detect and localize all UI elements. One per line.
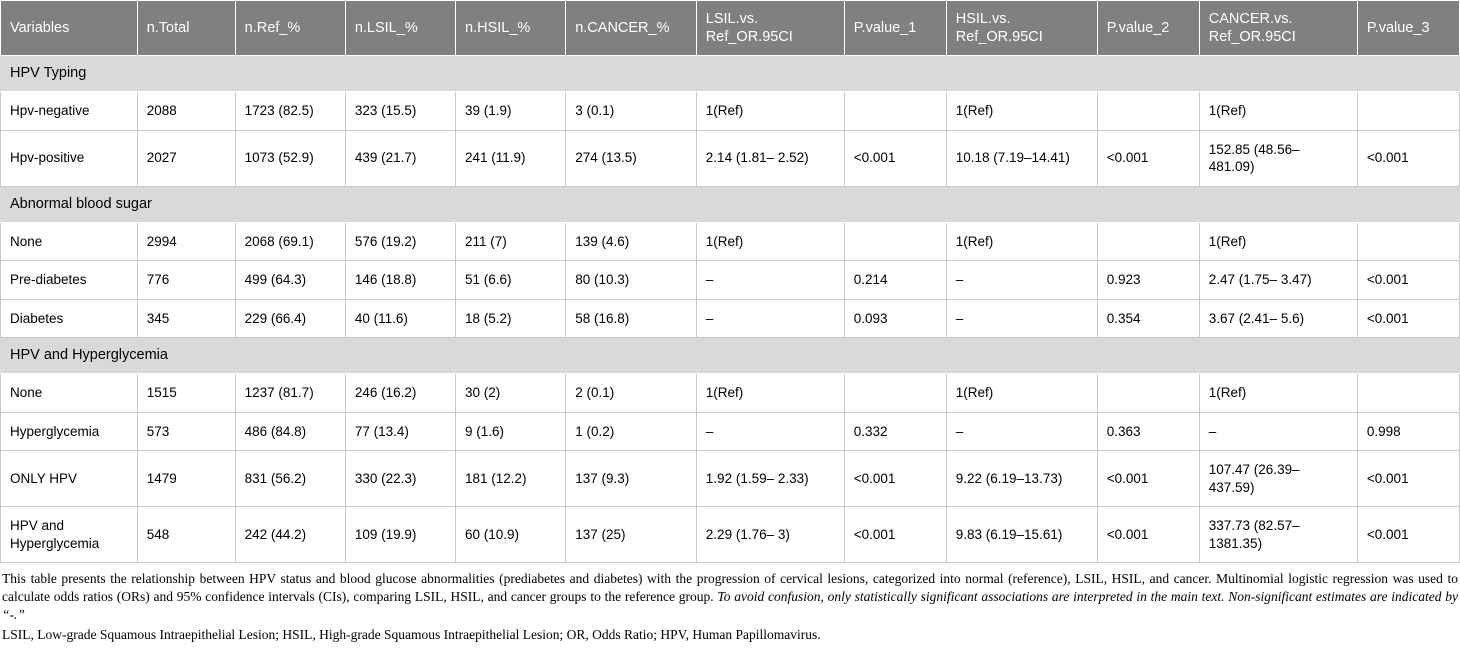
column-header-n-hsil-pct: n.HSIL_% xyxy=(456,1,566,56)
cell-lsil-or: – xyxy=(696,299,844,338)
cell-n-cancer: 137 (25) xyxy=(566,507,697,563)
cell-n-cancer: 2 (0.1) xyxy=(566,374,697,413)
cell-pvalue-2: 0.363 xyxy=(1097,412,1199,451)
section-header-row xyxy=(1,186,1460,222)
cell-n-lsil: 439 (21.7) xyxy=(345,130,455,186)
section-title: HPV Typing xyxy=(1,56,1460,92)
cell-n-lsil: 146 (18.8) xyxy=(345,261,455,300)
table-row xyxy=(1,412,1460,451)
cell-n-ref: 2068 (69.1) xyxy=(235,222,345,261)
cell-pvalue-1 xyxy=(844,374,946,413)
cell-n-hsil: 211 (7) xyxy=(456,222,566,261)
cell-hsil-or: 9.22 (6.19–13.73) xyxy=(946,451,1097,507)
cell-n-ref: 1723 (82.5) xyxy=(235,92,345,131)
caption-paragraph xyxy=(2,570,1458,623)
section-header-row xyxy=(1,338,1460,374)
cell-n-total: 548 xyxy=(137,507,235,563)
cell-n-hsil: 30 (2) xyxy=(456,374,566,413)
column-header-n-total: n.Total xyxy=(137,1,235,56)
cell-pvalue-1 xyxy=(844,92,946,131)
cell-cancer-or: 1(Ref) xyxy=(1199,222,1357,261)
cell-pvalue-3: <0.001 xyxy=(1357,299,1459,338)
cell-pvalue-2: 0.923 xyxy=(1097,261,1199,300)
cell-lsil-or: 1.92 (1.59– 2.33) xyxy=(696,451,844,507)
cell-variable: Diabetes xyxy=(1,299,138,338)
cell-hsil-or: – xyxy=(946,261,1097,300)
cell-n-hsil: 181 (12.2) xyxy=(456,451,566,507)
table-header xyxy=(1,1,1460,56)
cell-n-lsil: 246 (16.2) xyxy=(345,374,455,413)
cell-cancer-or: 1(Ref) xyxy=(1199,374,1357,413)
cell-n-total: 1515 xyxy=(137,374,235,413)
cell-n-total: 2994 xyxy=(137,222,235,261)
cell-pvalue-1 xyxy=(844,222,946,261)
table-row xyxy=(1,261,1460,300)
cell-n-ref: 1073 (52.9) xyxy=(235,130,345,186)
column-header-pvalue-3: P.value_3 xyxy=(1357,1,1459,56)
caption-text-main: This table presents the relationship between HPV status and blood glucose abnormalities (prediabetes and diabetes) with the progression of cervical lesions, categorized into normal (reference), LSIL, HSIL, and cancer. Multinomial logistic regression was used to calculate odds ratios (ORs) and 95% confidence intervals (CIs), comparing LSIL, HSIL, and cancer groups to the reference group. xyxy=(2,571,1458,605)
cell-n-cancer: 80 (10.3) xyxy=(566,261,697,300)
caption-abbreviations: LSIL, Low-grade Squamous Intraepithelial Lesion; HSIL, High-grade Squamous Intraepithelial Lesion; OR, Odds Ratio; HPV, Human Papillomavirus. xyxy=(2,626,821,642)
section-title: HPV and Hyperglycemia xyxy=(1,338,1460,374)
cell-hsil-or: 1(Ref) xyxy=(946,92,1097,131)
cell-n-hsil: 241 (11.9) xyxy=(456,130,566,186)
cell-n-total: 776 xyxy=(137,261,235,300)
cell-n-cancer: 137 (9.3) xyxy=(566,451,697,507)
table-body xyxy=(1,56,1460,563)
cell-pvalue-3 xyxy=(1357,374,1459,413)
cell-n-ref: 486 (84.8) xyxy=(235,412,345,451)
table-row xyxy=(1,92,1460,131)
cell-pvalue-2: <0.001 xyxy=(1097,130,1199,186)
cell-n-lsil: 77 (13.4) xyxy=(345,412,455,451)
column-header-pvalue-1: P.value_1 xyxy=(844,1,946,56)
cell-n-cancer: 58 (16.8) xyxy=(566,299,697,338)
cell-pvalue-1: <0.001 xyxy=(844,451,946,507)
cell-pvalue-3 xyxy=(1357,92,1459,131)
cell-variable: ONLY HPV xyxy=(1,451,138,507)
cell-n-cancer: 139 (4.6) xyxy=(566,222,697,261)
cell-cancer-or: – xyxy=(1199,412,1357,451)
cell-hsil-or: – xyxy=(946,299,1097,338)
cell-n-total: 345 xyxy=(137,299,235,338)
cell-pvalue-3: 0.998 xyxy=(1357,412,1459,451)
cell-cancer-or: 2.47 (1.75– 3.47) xyxy=(1199,261,1357,300)
cell-n-ref: 229 (66.4) xyxy=(235,299,345,338)
cell-lsil-or: 2.14 (1.81– 2.52) xyxy=(696,130,844,186)
cell-n-total: 2088 xyxy=(137,92,235,131)
cell-hsil-or: 9.83 (6.19–15.61) xyxy=(946,507,1097,563)
cell-n-ref: 242 (44.2) xyxy=(235,507,345,563)
cell-n-lsil: 576 (19.2) xyxy=(345,222,455,261)
cell-hsil-or: 1(Ref) xyxy=(946,222,1097,261)
cell-n-total: 2027 xyxy=(137,130,235,186)
column-header-n-ref-pct: n.Ref_% xyxy=(235,1,345,56)
section-header-row xyxy=(1,56,1460,92)
table-row xyxy=(1,299,1460,338)
column-header-lsil-vs-ref: LSIL.vs. Ref_OR.95CI xyxy=(696,1,844,56)
cell-variable: None xyxy=(1,222,138,261)
cell-variable: None xyxy=(1,374,138,413)
table-row xyxy=(1,507,1460,563)
column-header-n-cancer-pct: n.CANCER_% xyxy=(566,1,697,56)
cell-variable: Hyperglycemia xyxy=(1,412,138,451)
table-row xyxy=(1,130,1460,186)
caption-text-italic: To avoid confusion, only statistically significant associations are interpreted in the main text. Non-significant estimates are indicated by “-.” xyxy=(2,589,1458,622)
cell-pvalue-1: <0.001 xyxy=(844,507,946,563)
cell-variable: HPV and Hyperglycemia xyxy=(1,507,138,563)
cell-n-ref: 831 (56.2) xyxy=(235,451,345,507)
cell-cancer-or: 107.47 (26.39– 437.59) xyxy=(1199,451,1357,507)
cell-pvalue-3: <0.001 xyxy=(1357,130,1459,186)
table-caption xyxy=(0,563,1460,649)
cell-n-cancer: 274 (13.5) xyxy=(566,130,697,186)
cell-pvalue-2 xyxy=(1097,374,1199,413)
cell-cancer-or: 3.67 (2.41– 5.6) xyxy=(1199,299,1357,338)
cell-n-hsil: 18 (5.2) xyxy=(456,299,566,338)
cell-variable: Pre-diabetes xyxy=(1,261,138,300)
table-row xyxy=(1,451,1460,507)
cell-n-lsil: 109 (19.9) xyxy=(345,507,455,563)
cell-pvalue-2: <0.001 xyxy=(1097,451,1199,507)
cell-n-lsil: 40 (11.6) xyxy=(345,299,455,338)
cell-lsil-or: 1(Ref) xyxy=(696,374,844,413)
cell-variable: Hpv-negative xyxy=(1,92,138,131)
header-row xyxy=(1,1,1460,56)
cell-hsil-or: – xyxy=(946,412,1097,451)
cell-hsil-or: 10.18 (7.19–14.41) xyxy=(946,130,1097,186)
cell-pvalue-1: 0.093 xyxy=(844,299,946,338)
cell-pvalue-2 xyxy=(1097,92,1199,131)
column-header-cancer-vs-ref: CANCER.vs. Ref_OR.95CI xyxy=(1199,1,1357,56)
cell-cancer-or: 1(Ref) xyxy=(1199,92,1357,131)
cell-pvalue-2 xyxy=(1097,222,1199,261)
cell-n-total: 1479 xyxy=(137,451,235,507)
cell-n-total: 573 xyxy=(137,412,235,451)
section-title: Abnormal blood sugar xyxy=(1,186,1460,222)
cell-variable: Hpv-positive xyxy=(1,130,138,186)
table-row xyxy=(1,374,1460,413)
cell-pvalue-3: <0.001 xyxy=(1357,261,1459,300)
cell-pvalue-1: <0.001 xyxy=(844,130,946,186)
cell-lsil-or: – xyxy=(696,261,844,300)
cell-pvalue-1: 0.332 xyxy=(844,412,946,451)
cell-n-ref: 499 (64.3) xyxy=(235,261,345,300)
cell-pvalue-3: <0.001 xyxy=(1357,451,1459,507)
cell-cancer-or: 152.85 (48.56– 481.09) xyxy=(1199,130,1357,186)
column-header-variables: Variables xyxy=(1,1,138,56)
cell-lsil-or: – xyxy=(696,412,844,451)
cell-n-cancer: 3 (0.1) xyxy=(566,92,697,131)
cell-pvalue-2: <0.001 xyxy=(1097,507,1199,563)
cell-pvalue-3 xyxy=(1357,222,1459,261)
column-header-n-lsil-pct: n.LSIL_% xyxy=(345,1,455,56)
cell-n-cancer: 1 (0.2) xyxy=(566,412,697,451)
cell-n-hsil: 51 (6.6) xyxy=(456,261,566,300)
cell-lsil-or: 1(Ref) xyxy=(696,222,844,261)
cell-n-hsil: 39 (1.9) xyxy=(456,92,566,131)
cell-n-hsil: 9 (1.6) xyxy=(456,412,566,451)
cell-pvalue-2: 0.354 xyxy=(1097,299,1199,338)
column-header-hsil-vs-ref: HSIL.vs. Ref_OR.95CI xyxy=(946,1,1097,56)
table-row xyxy=(1,222,1460,261)
cell-lsil-or: 1(Ref) xyxy=(696,92,844,131)
column-header-pvalue-2: P.value_2 xyxy=(1097,1,1199,56)
cell-cancer-or: 337.73 (82.57– 1381.35) xyxy=(1199,507,1357,563)
cell-pvalue-3: <0.001 xyxy=(1357,507,1459,563)
cell-hsil-or: 1(Ref) xyxy=(946,374,1097,413)
cell-pvalue-1: 0.214 xyxy=(844,261,946,300)
cell-n-lsil: 330 (22.3) xyxy=(345,451,455,507)
cell-n-ref: 1237 (81.7) xyxy=(235,374,345,413)
cell-n-lsil: 323 (15.5) xyxy=(345,92,455,131)
cell-n-hsil: 60 (10.9) xyxy=(456,507,566,563)
cell-lsil-or: 2.29 (1.76– 3) xyxy=(696,507,844,563)
